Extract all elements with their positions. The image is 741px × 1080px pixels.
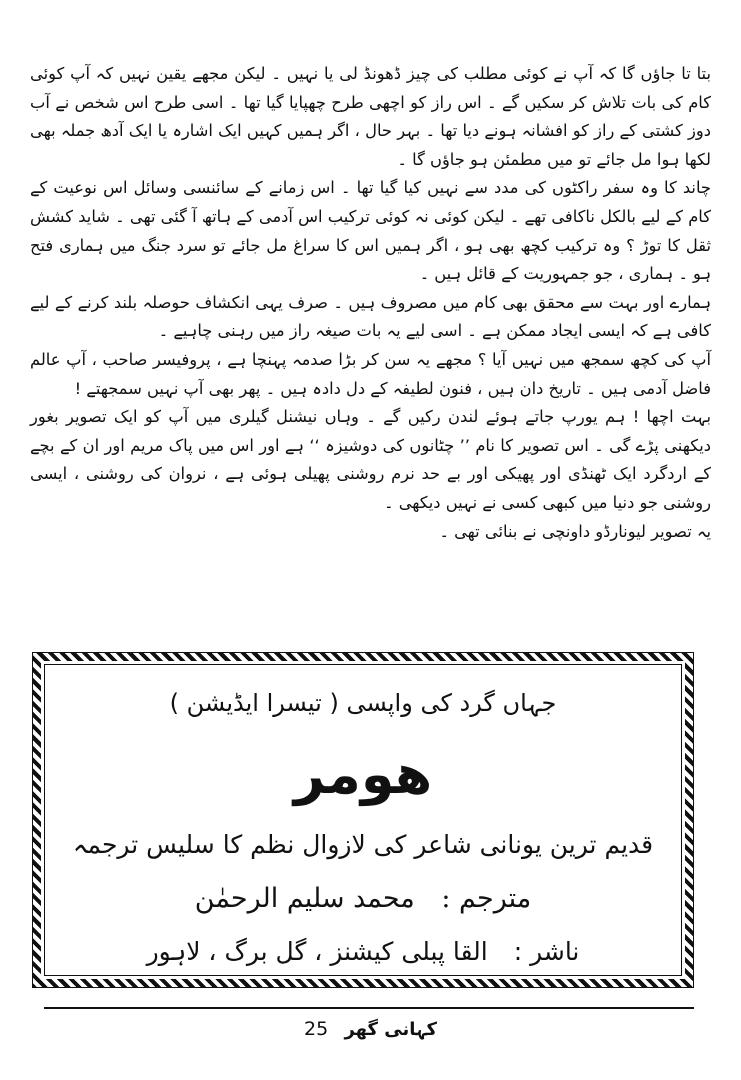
paragraph-5: بہت اچھا ! ہم یورپ جاتے ہوئے لندن رکیں گے ۔ وہاں نیشنل گیلری میں آپ کو ایک تصویر بغور دیکھنی پڑے گی ۔ اس تصویر کا نام ’’ چٹانوں کی دوشیزہ ‘‘ ہے اور اس میں پاک مریم اور ان کے بچے کے اردگرد ایک ٹھنڈی اور پھیکی اور بے حد نرم روشنی پھیلی ہوئی ہے ، نروان کی روشنی ، ایسی روشنی جو دنیا میں کبھی کسی نے نہیں دیکھی ۔ (30, 407, 711, 512)
ad-translator (45, 883, 681, 914)
ad-edition-line: جہاں گرد کی واپسی ( تیسرا ایڈیشن ) (169, 689, 557, 717)
translator-name: محمد سلیم الرحمٰن (194, 883, 415, 914)
publisher-label: ناشر : (513, 937, 580, 966)
translator-label: مترجم : (441, 883, 532, 914)
magazine-name: کہانی گھر (344, 1019, 438, 1040)
book-advertisement (32, 652, 694, 988)
article-body (30, 60, 711, 546)
paragraph-1: بتا تا جاؤں گا کہ آپ نے کوئی مطلب کی چیز ڈھونڈ لی یا نہیں ۔ لیکن مجھے یقین نہیں کہ آپ کوئی کام کی بات تلاش کر سکیں گے ۔ اس راز کو اچھی طرح چھپایا گیا تھا ۔ اسی طرح اس شخص نے آب دوز کشتی کے راز کو افشانہ ہونے دیا تھا ۔ بہر حال ، اگر ہمیں کہیں ایک اشارہ یا ایک آدھ جملہ بھی لکھا ہوا مل جائے تو میں مطمئن ہو جاؤں گا ۔ (30, 64, 711, 169)
ad-book-title: هومر (293, 743, 433, 806)
ad-subtitle: قدیم ترین یونانی شاعر کی لازوال نظم کا سلیس ترجمہ (72, 830, 654, 859)
paragraph-3: ہمارے اور بہت سے محقق بھی کام میں مصروف ہیں ۔ صرف یہی انکشاف حوصلہ بلند کرنے کے لیے کافی ہے کہ ایسی ایجاد ممکن ہے ۔ اسی لیے یہ بات صیغہ راز میں رہنی چاہیے ۔ (30, 292, 711, 341)
ad-publisher (45, 937, 681, 966)
footer-divider (44, 1007, 694, 1009)
paragraph-2: چاند کا وہ سفر راکٹوں کی مدد سے نہیں کیا گیا تھا ۔ اس زمانے کے سائنسی وسائل اس نوعیت کے کام کے لیے بالکل ناکافی تھے ۔ لیکن کوئی نہ کوئی ترکیب اس آدمی کے ہاتھ آ گئی تھی ۔ شاید کشش ثقل کا توڑ ؟ وہ ترکیب کچھ بھی ہو ، اگر ہمیں اس کا سراغ مل جائے تو سرد جنگ میں ہماری فتح ہو ۔ ہماری ، جو جمہوریت کے قائل ہیں ۔ (30, 178, 711, 284)
ad-content (44, 664, 682, 976)
page-footer (0, 1018, 741, 1040)
publisher-name: القا پبلی کیشنز ، گل برگ ، لاہور (146, 937, 488, 966)
paragraph-4: آپ کی کچھ سمجھ میں نہیں آیا ؟ مجھے یہ سن کر بڑا صدمہ پہنچا ہے ، پروفیسر صاحب ، آپ عالم فاضل آدمی ہیں ۔ تاریخ دان ہیں ، فنون لطیفہ کے دل دادہ ہیں ۔ پھر بھی آپ نہیں سمجھتے ! (30, 349, 711, 398)
page-number: 25 (303, 1018, 329, 1040)
paragraph-6: یہ تصویر لیونارڈو داونچی نے بنائی تھی ۔ (439, 521, 711, 541)
